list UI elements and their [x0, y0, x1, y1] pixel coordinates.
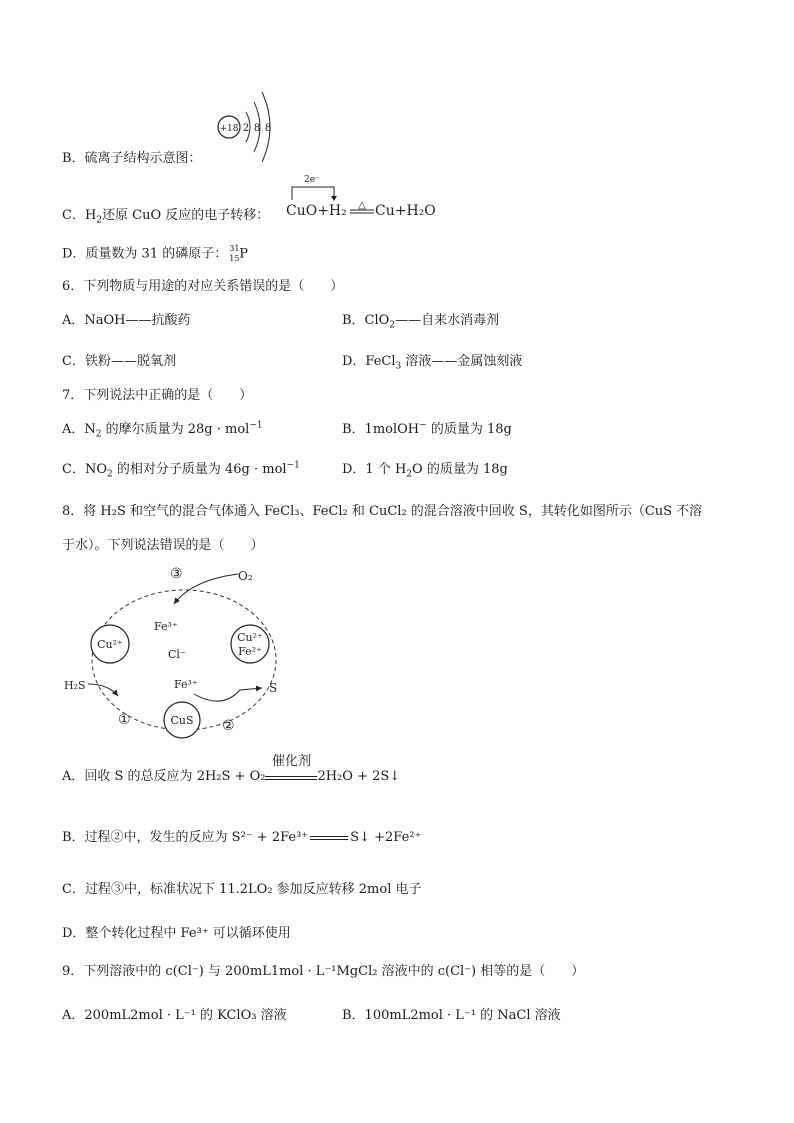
q8-option-a: A．回收 S 的总反应为 2H₂S + O₂ 催化剂 2H₂O + 2S↓: [62, 754, 401, 784]
catalyst-condition: 催化剂: [265, 766, 317, 780]
h2s-arrow: [88, 684, 118, 696]
equation-left: CuO+H₂: [286, 203, 347, 219]
q6-stem: 6．下列物质与用途的对应关系错误的是（ ）: [62, 279, 344, 294]
o2-label: O₂: [238, 569, 253, 583]
q9-stem: 9．下列溶液中的 c(Cl⁻) 与 200mL1mol · L⁻¹MgCl₂ 溶液中的 c(Cl⁻) 相等的是（ ）: [62, 964, 585, 979]
nuclide-notation: 31 15: [229, 244, 240, 263]
h2s-label: H₂S: [64, 679, 86, 692]
q5-option-d: D．质量数为 31 的磷原子： 31 15 P: [62, 244, 248, 263]
q8-option-b: B．过程②中，发生的反应为 S²⁻ + 2Fe³⁺ S↓ +2Fe²⁺: [62, 830, 422, 845]
q5-option-b: B．硫离子结构示意图：: [62, 151, 202, 166]
electron-label: 2e⁻: [304, 175, 320, 185]
q7-option-c: C．$NO_2$ 的相对分子质量为 46g · mol$^{-1}$: [62, 460, 300, 480]
electron-bracket: [292, 187, 334, 200]
fe2-right-label: Fe²⁺: [238, 645, 262, 658]
q9-option-b: B．100mL2mol · L⁻¹ 的 NaCl 溶液: [342, 1008, 561, 1023]
cl-label: Cl⁻: [168, 648, 186, 661]
fe3-mid-label: Fe³⁺: [174, 678, 198, 691]
q8-cycle-diagram: [62, 560, 302, 750]
q6-option-d: D．FeCl$_3$ 溶液——金属蚀刻液: [342, 354, 523, 372]
shell-electrons-1: 2: [242, 123, 250, 134]
o2-arrow: [174, 574, 238, 604]
q7-stem: 7．下列说法中正确的是（ ）: [62, 388, 253, 403]
shell-electrons-2: 8: [253, 123, 261, 134]
nucleus-charge: +18: [219, 124, 239, 134]
q7-option-d: D．1 个 $H_2O$ 的质量为 18g: [342, 462, 508, 480]
q9-option-a: A．200mL2mol · L⁻¹ 的 KClO₃ 溶液: [62, 1008, 287, 1023]
cu-right-label: Cu²⁺: [237, 631, 263, 644]
step-3-marker: ③: [170, 566, 183, 582]
sulfide-ion-structure-diagram: [212, 86, 282, 166]
q7-option-b: B．1molOH− 的质量为 18g: [342, 420, 512, 437]
cus-label: CuS: [170, 714, 194, 727]
q8-stem-line2: 于水）。下列说法错误的是（ ）: [62, 538, 264, 553]
q8-option-c: C．过程③中，标准状况下 11.2LO₂ 参加反应转移 2mol 电子: [62, 882, 422, 897]
q7-option-a: A．$N_2$ 的摩尔质量为 28g · mol$^{-1}$: [62, 420, 263, 440]
equation-right: Cu+H₂O: [375, 203, 436, 219]
s-label: S: [269, 681, 278, 695]
q5-option-c: C．$H_2$还原 CuO 反应的电子转移：: [62, 208, 270, 226]
equals-sign: [310, 836, 348, 840]
electron-transfer-equation: [286, 170, 446, 222]
q6-option-b: B．ClO$_2$——自来水消毒剂: [342, 313, 500, 331]
fe3-top-label: Fe³⁺: [154, 620, 178, 633]
step-1-marker: ①: [118, 712, 131, 728]
q6-option-c: C．铁粉——脱氧剂: [62, 354, 176, 369]
q6-option-a: A．NaOH——抗酸药: [62, 313, 191, 328]
shell-electrons-3: 8: [264, 123, 272, 134]
q8-option-d: D．整个转化过程中 Fe³⁺ 可以循环使用: [62, 926, 291, 941]
cu-left-label: Cu²⁺: [97, 638, 123, 651]
step-2-marker: ②: [222, 718, 235, 734]
fe3-to-s-arrow: [194, 688, 262, 701]
heat-symbol: △: [358, 200, 366, 211]
electron-arrowhead: [331, 196, 337, 201]
q8-stem-line1: 8．将 H₂S 和空气的混合气体通入 FeCl₃、FeCl₂ 和 CuCl₂ 的混合溶液中回收 S，其转化如图所示（CuS 不溶: [62, 504, 703, 519]
